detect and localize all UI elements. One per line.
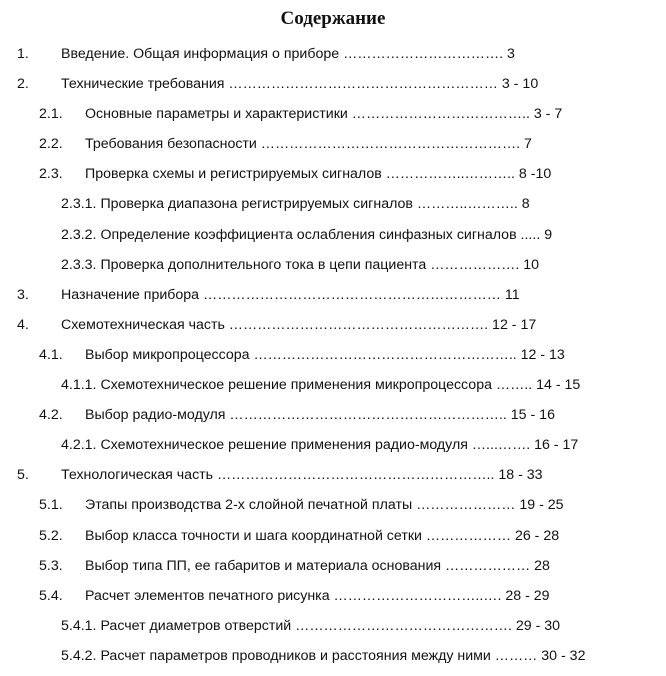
toc-entry-number: 4.: [17, 316, 29, 333]
toc-entry: [0, 104, 666, 134]
toc-entry-number: 5.1.: [39, 497, 63, 514]
toc-entry-number: 4.1.: [39, 346, 63, 363]
toc-entry: [0, 465, 666, 495]
toc-entry-title: Основные параметры и характеристики ……………………………….. 3 - 7: [85, 106, 563, 123]
toc-entry-number: 4.2.: [39, 407, 63, 424]
page-title: Содержание: [280, 8, 386, 29]
toc-entry-number: 5.4.: [39, 587, 63, 604]
toc-entry-title: Технические требования ………………………………………………… 3 - 10: [61, 76, 539, 93]
toc-entry: [0, 375, 666, 405]
toc-entry: [0, 44, 666, 74]
toc-entry: [0, 225, 666, 255]
toc-entry: [0, 134, 666, 164]
toc-entry-number: 2.1.: [39, 106, 63, 123]
toc-entry: [0, 646, 666, 676]
toc-entry-title: 2.3.2. Определение коэффициента ослабления синфазных сигналов ..... 9: [61, 226, 553, 243]
toc-entry-title: 5.4.1. Расчет диаметров отверстий ………………………………………. 29 - 30: [61, 617, 561, 634]
toc-entry: [0, 285, 666, 315]
toc-entry-title: 5.4.2. Расчет параметров проводников и расстояния между ними ……… 30 - 32: [61, 647, 586, 664]
toc-entry-title: 4.2.1. Схемотехническое решение применения радио-модуля …...……. 16 - 17: [61, 437, 579, 454]
toc-entry-title: Выбор класса точности и шага координатной сетки ……………… 26 - 28: [85, 527, 560, 544]
toc-entry: [0, 495, 666, 525]
toc-entry-title: 4.1.1. Схемотехническое решение применения микропроцессора …….. 14 - 15: [61, 377, 581, 394]
toc-entry-title: Технологическая часть ………………………………………………….. 18 - 33: [61, 467, 543, 484]
toc-entry: [0, 616, 666, 646]
toc-entry-title: 2.3.3. Проверка дополнительного тока в цепи пациента ………………. 10: [61, 256, 540, 273]
toc-entry-title: Проверка схемы и регистрируемых сигналов ……………..……….. 8 -10: [85, 166, 552, 183]
toc-entry-number: 5.2.: [39, 527, 63, 544]
toc-entry-title: 2.3.1. Проверка диапазона регистрируемых сигналов ………..……….. 8: [61, 196, 530, 213]
toc-entry-title: Схемотехническая часть ………………………………………………. 12 - 17: [61, 316, 537, 333]
toc-entry: [0, 74, 666, 104]
toc-entry-title: Введение. Общая информация о приборе ……………………………. 3: [61, 46, 515, 62]
toc-entry-number: 2.2.: [39, 136, 63, 153]
toc-entry-title: Назначение прибора ……………………………………………………… 11: [61, 286, 520, 303]
toc-entry-title: Выбор типа ПП, ее габаритов и материала основания ……………… 28: [85, 557, 550, 574]
toc-entry: [0, 194, 666, 224]
toc-entry-number: 5.3.: [39, 557, 63, 574]
toc-entry-title: Выбор радио-модуля ………………………………………………….. 15 - 16: [85, 407, 555, 424]
toc-entry-title: Расчет элементов печатного рисунка …………………………..…. 28 - 29: [85, 587, 550, 604]
toc-entry: [0, 435, 666, 465]
toc-entry-number: 3.: [17, 286, 29, 303]
toc-entry-number: 1.: [17, 46, 29, 62]
toc-entry-title: Этапы производства 2-х слойной печатной платы ………………… 19 - 25: [85, 497, 564, 514]
toc-entry: [0, 586, 666, 616]
toc-entry: [0, 315, 666, 345]
toc-entry: [0, 526, 666, 556]
toc-entry-title: Выбор микропроцессора ……………………………………………….. 12 - 13: [85, 346, 565, 363]
table-of-contents: [0, 44, 666, 676]
toc-entry: [0, 345, 666, 375]
toc-entry-number: 2.: [17, 76, 29, 93]
toc-entry-number: 2.3.: [39, 166, 63, 183]
toc-entry-number: 5.: [17, 467, 29, 484]
toc-entry: [0, 556, 666, 586]
toc-entry: [0, 255, 666, 285]
toc-entry-title: Требования безопасности ………………………………………………. 7: [85, 136, 532, 153]
toc-entry: [0, 164, 666, 194]
toc-entry: [0, 405, 666, 435]
